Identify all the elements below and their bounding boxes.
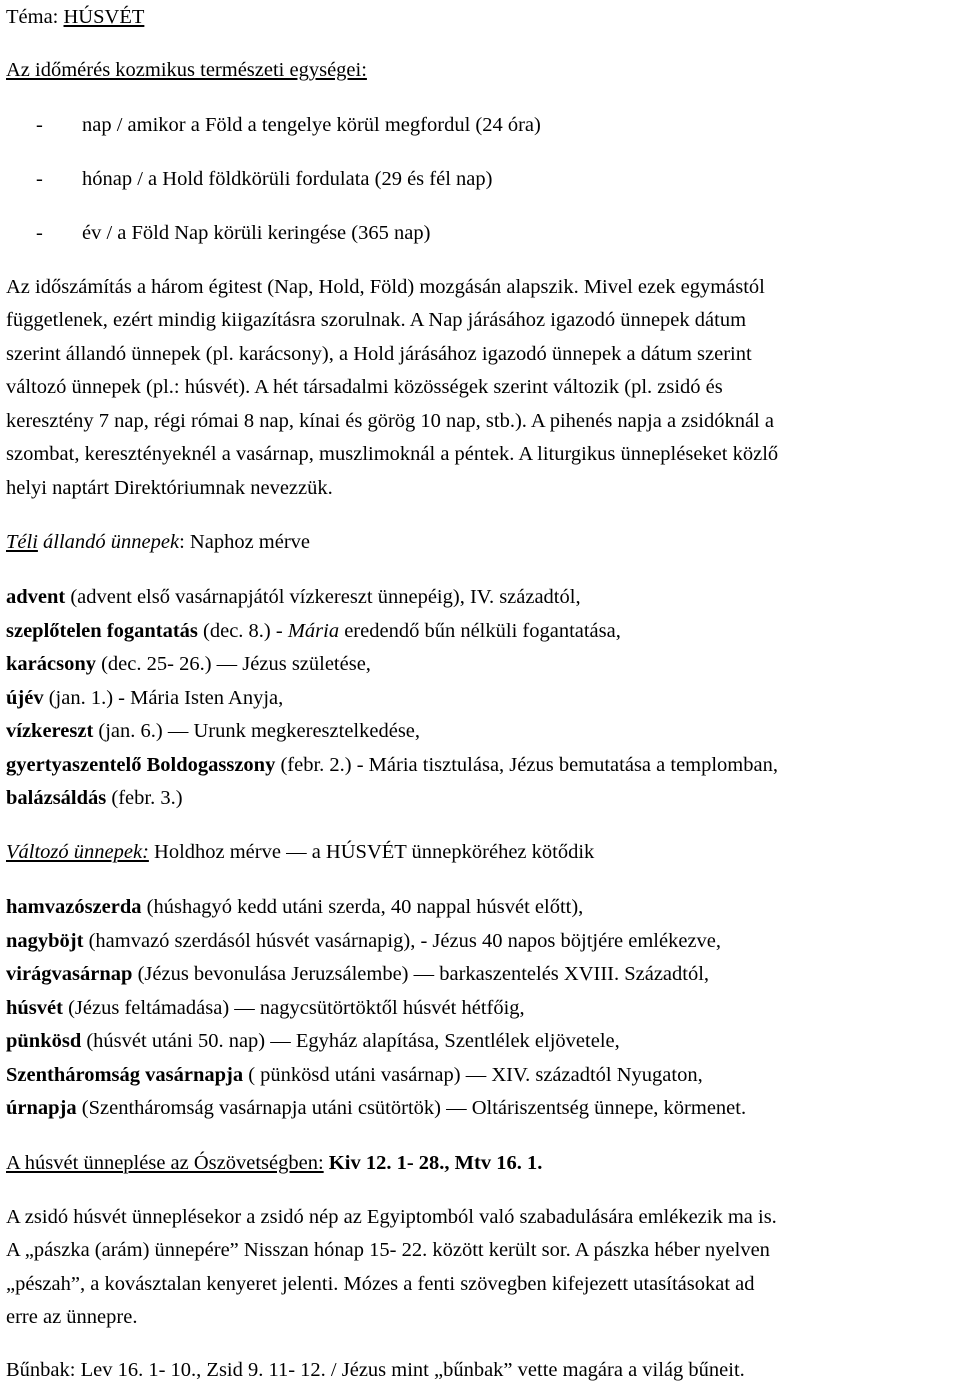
holiday-desc: (hamvazó szerdásól húsvét vasárnapig), - Jézus 40 napos böjtjére emlékezve, xyxy=(83,930,722,952)
movable-item xyxy=(6,1095,746,1121)
holiday-desc-italic: Mária xyxy=(287,620,340,642)
ot-line: A „pászka (arám) ünnepére” Nisszan hónap 15- 22. között került sor. A pászka héber nyelven xyxy=(6,1239,770,1261)
holiday-name: advent xyxy=(6,586,66,608)
holiday-desc: (húsvét utáni 50. nap) — Egyház alapítása, Szentlélek eljövetele, xyxy=(81,1030,620,1052)
holiday-desc: (Szentháromság vasárnapja utáni csütörtök) — Oltáriszentség ünnepe, körmenet. xyxy=(76,1097,747,1119)
holiday-name: gyertyaszentelő Boldogasszony xyxy=(6,754,276,776)
winter-item xyxy=(6,584,581,610)
winter-item xyxy=(6,785,183,811)
page-title xyxy=(6,4,144,30)
intro-line: függetlenek, ezért mindig kiigazításra szorulnak. A Nap járásához igazodó ünnepek dátum xyxy=(6,309,747,331)
holiday-name: karácsony xyxy=(6,653,96,675)
holiday-name: balázsáldás xyxy=(6,787,107,809)
holiday-desc: (Jézus bevonulása Jeruzsálembe) — barkaszentelés XVIII. Századtól, xyxy=(132,963,710,985)
intro-line: szerint állandó ünnepek (pl. karácsony), a Hold járásához igazodó ünnepek a dátum szerint xyxy=(6,343,752,365)
units-item-text: hónap / a Hold földkörüli fordulata (29 és fél nap) xyxy=(82,168,493,190)
dash-bullet: - xyxy=(36,168,43,190)
units-item-text: év / a Föld Nap körüli keringése (365 nap) xyxy=(82,222,431,244)
ot-line: A zsidó húsvét ünneplésekor a zsidó nép az Egyiptomból való szabadulására emlékezik ma is. xyxy=(6,1206,777,1228)
ot-heading-refs: Kiv 12. 1- 28., Mtv 16. 1. xyxy=(323,1152,543,1174)
holiday-desc: eredendő bűn nélküli fogantatása, xyxy=(339,620,621,642)
movable-item xyxy=(6,1062,703,1088)
intro-line: helyi naptárt Direktóriumnak nevezzük. xyxy=(6,477,333,499)
units-item xyxy=(36,112,541,138)
movable-heading xyxy=(6,839,594,865)
units-heading: Az időmérés kozmikus természeti egységei: xyxy=(6,59,367,81)
intro-line: Az időszámítás a három égitest (Nap, Hold, Föld) mozgásán alapszik. Mivel ezek egymástól xyxy=(6,276,765,298)
holiday-desc: (febr. 2.) - Mária tisztulása, Jézus bemutatása a templomban, xyxy=(275,754,778,776)
units-item-text: nap / amikor a Föld a tengelye körül megfordul (24 óra) xyxy=(82,114,541,136)
holiday-desc: (dec. 25- 26.) — Jézus születése, xyxy=(95,653,371,675)
ot-heading xyxy=(6,1150,542,1176)
dash-bullet: - xyxy=(36,114,43,136)
movable-heading-rest: Holdhoz mérve — a HÚSVÉT ünnepköréhez kötődik xyxy=(148,841,595,863)
intro-line: keresztény 7 nap, régi római 8 nap, kínai és görög 10 nap, stb.). A pihenés napja a zsidóknál a xyxy=(6,410,774,432)
topic-value: HÚSVÉT xyxy=(63,6,145,28)
winter-item xyxy=(6,618,621,644)
winter-heading-underlined: Téli xyxy=(6,531,38,553)
winter-heading xyxy=(6,529,310,555)
winter-heading-italic: állandó ünnepek xyxy=(37,531,180,553)
holiday-desc: (febr. 3.) xyxy=(106,787,183,809)
winter-item xyxy=(6,651,371,677)
winter-heading-rest: : Naphoz mérve xyxy=(179,531,311,553)
holiday-desc: (Jézus feltámadása) — nagycsütörtöktől húsvét hétfőig, xyxy=(62,997,525,1019)
intro-line: szombat, keresztényeknél a vasárnap, muszlimoknál a péntek. A liturgikus ünnepléseket közlő xyxy=(6,443,779,465)
movable-item xyxy=(6,961,709,987)
holiday-name: húsvét xyxy=(6,997,63,1019)
dash-bullet: - xyxy=(36,222,43,244)
movable-item xyxy=(6,1028,620,1054)
ot-line: erre az ünnepre. xyxy=(6,1306,138,1328)
holiday-name: pünkösd xyxy=(6,1030,82,1052)
holiday-name: nagyböjt xyxy=(6,930,84,952)
holiday-name: vízkereszt xyxy=(6,720,94,742)
holiday-name: virágvasárnap xyxy=(6,963,133,985)
scapegoat-line: Bűnbak: Lev 16. 1- 10., Zsid 9. 11- 12. / Jézus mint „bűnbak” vette magára a világ bűneit. xyxy=(6,1359,745,1381)
units-item xyxy=(36,220,430,246)
topic-label: Téma: xyxy=(6,6,59,28)
holiday-desc: (jan. 6.) — Urunk megkeresztelkedése, xyxy=(93,720,421,742)
holiday-desc: (húshagyó kedd utáni szerda, 40 nappal húsvét előtt), xyxy=(141,896,584,918)
holiday-name: Szentháromság vasárnapja xyxy=(6,1064,244,1086)
ot-line: „pészah”, a kovásztalan kenyeret jelenti. Mózes a fenti szövegben kifejezett utasításokat ad xyxy=(6,1273,755,1295)
movable-heading-italic: Változó ünnepek: xyxy=(6,841,149,863)
winter-item xyxy=(6,752,778,778)
movable-item xyxy=(6,894,583,920)
holiday-name: újév xyxy=(6,687,44,709)
holiday-desc: (jan. 1.) - Mária Isten Anyja, xyxy=(43,687,284,709)
movable-item xyxy=(6,928,721,954)
holiday-name: szeplőtelen fogantatás xyxy=(6,620,198,642)
units-item xyxy=(36,166,492,192)
holiday-desc: ( pünkösd utáni vasárnap) — XIV. századtól Nyugaton, xyxy=(243,1064,703,1086)
intro-line: változó ünnepek (pl.: húsvét). A hét társadalmi közösségek szerint változik (pl. zsidó és xyxy=(6,376,723,398)
holiday-name: hamvazószerda xyxy=(6,896,142,918)
holiday-desc: (advent első vasárnapjától vízkereszt ünnepéig), IV. századtól, xyxy=(65,586,581,608)
ot-heading-underlined: A húsvét ünneplése az Ószövetségben: xyxy=(6,1152,324,1174)
winter-item xyxy=(6,685,283,711)
winter-item xyxy=(6,718,420,744)
holiday-desc: (dec. 8.) - xyxy=(197,620,288,642)
holiday-name: úrnapja xyxy=(6,1097,77,1119)
movable-item xyxy=(6,995,525,1021)
